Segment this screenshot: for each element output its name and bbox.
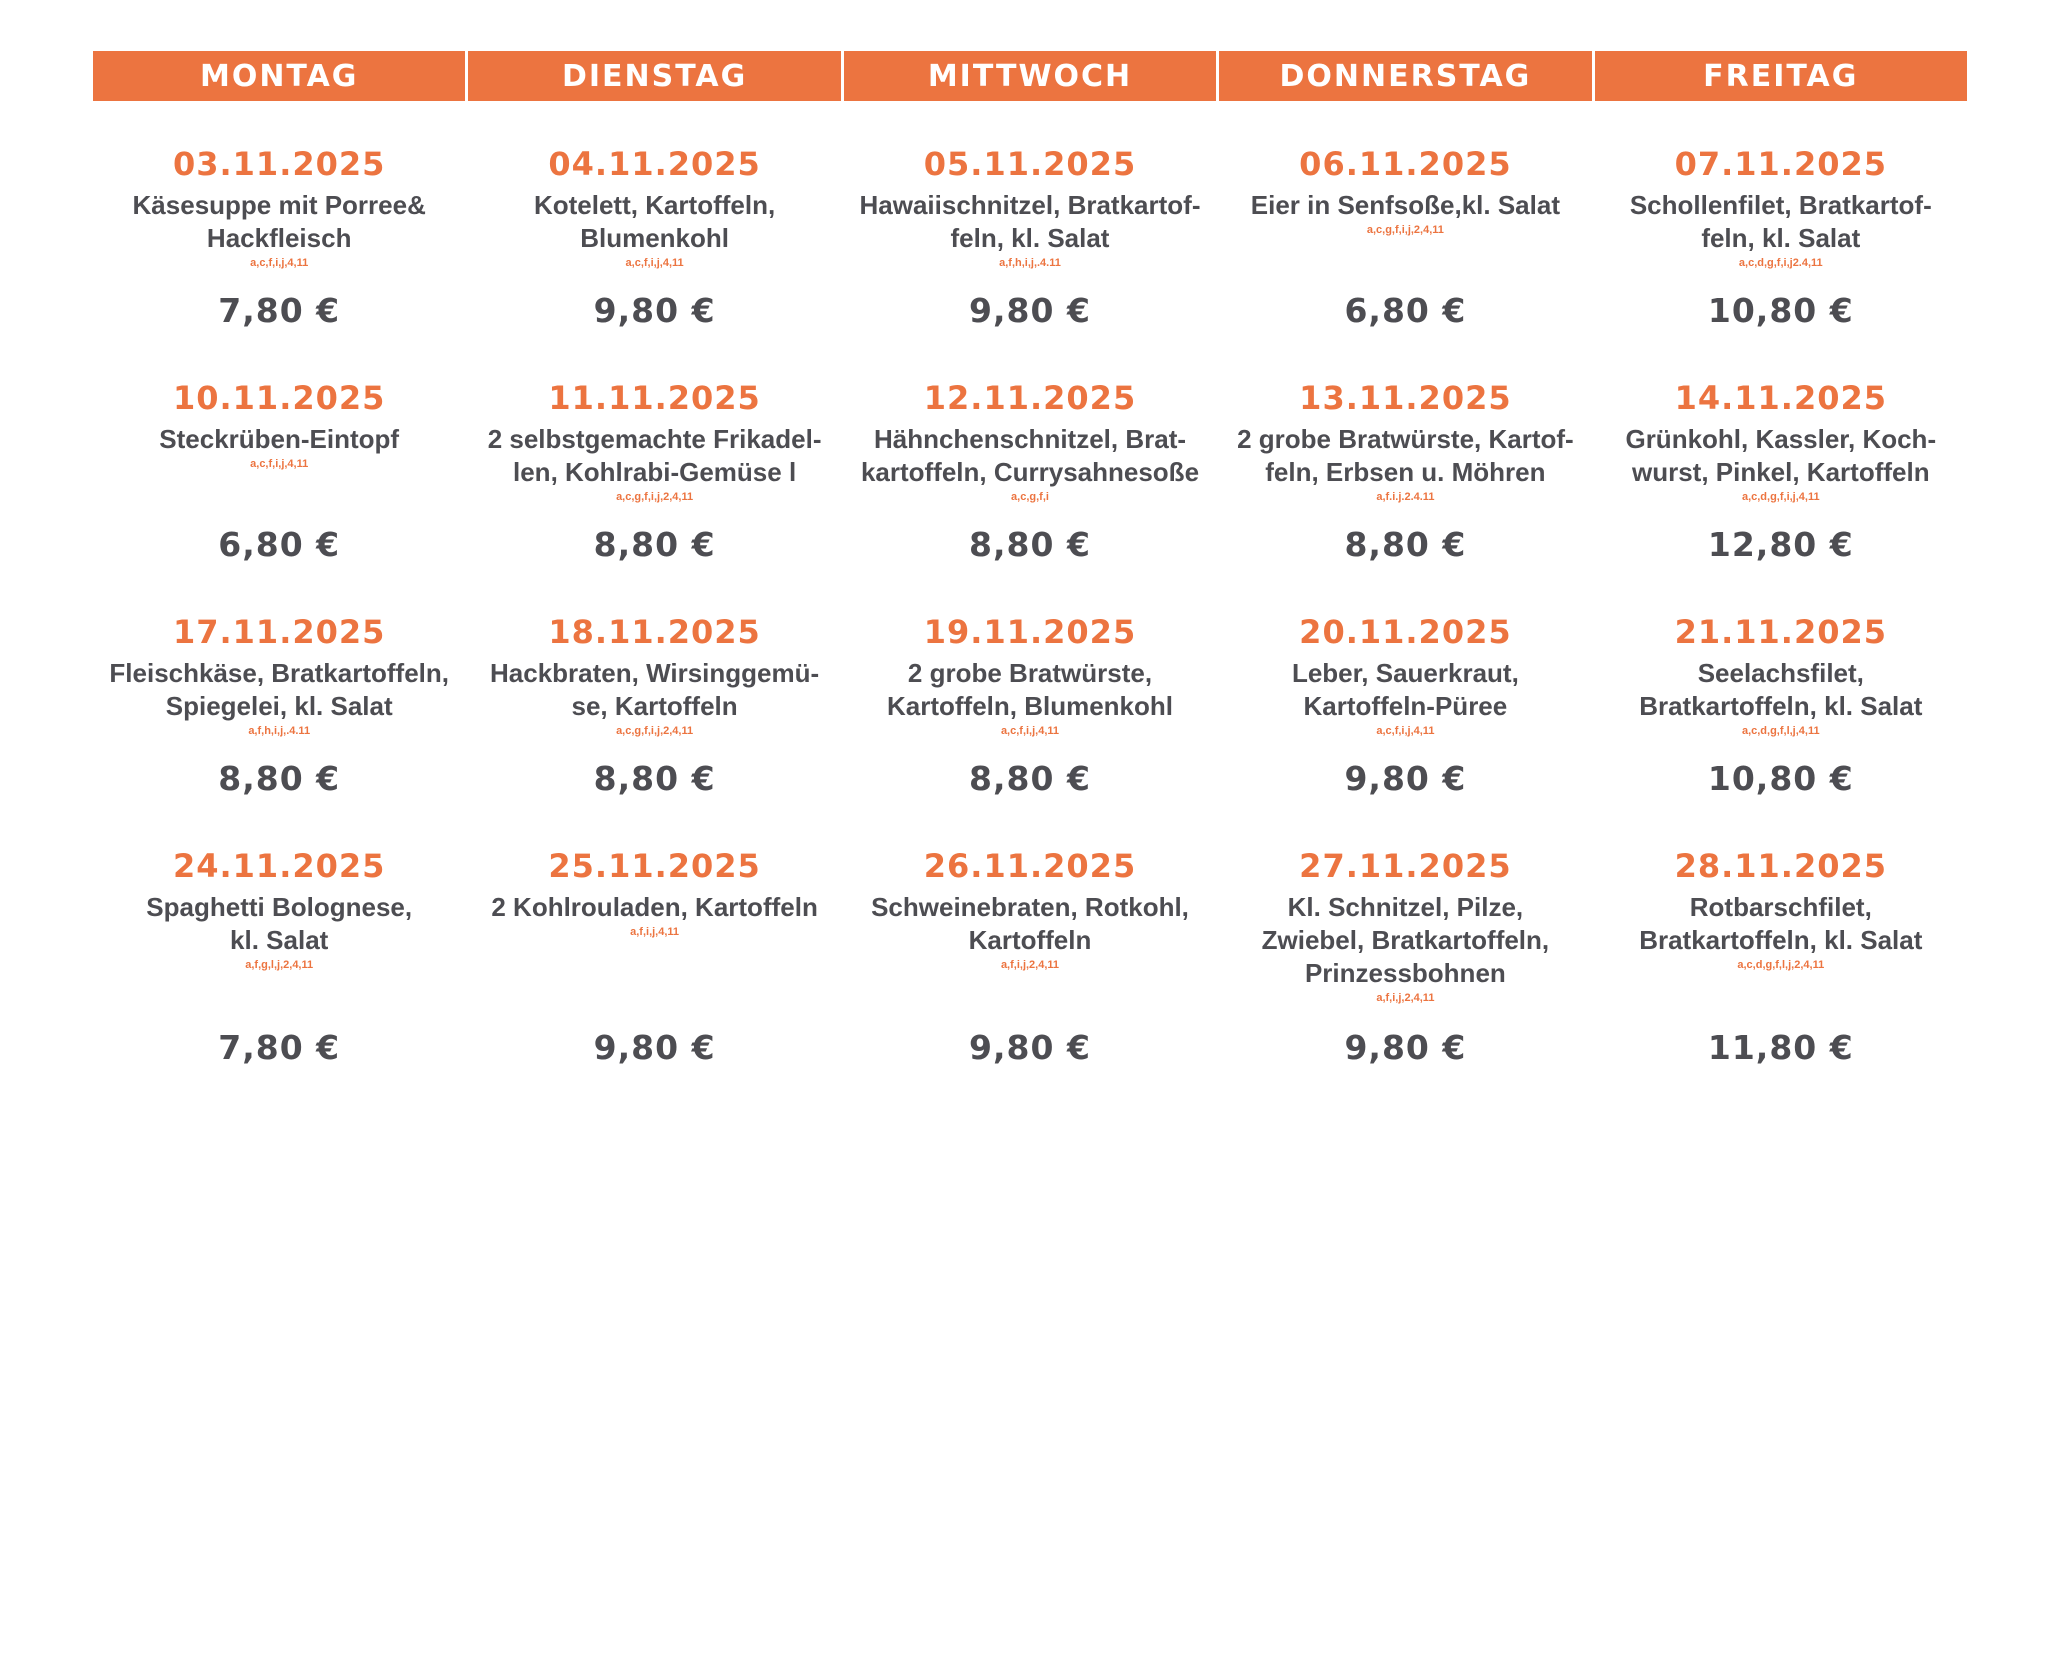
menu-date: 07.11.2025 — [1674, 145, 1887, 183]
menu-dish-block — [101, 891, 457, 973]
menu-price: 9,80 € — [1344, 759, 1467, 798]
menu-date: 27.11.2025 — [1299, 847, 1512, 885]
menu-date: 28.11.2025 — [1674, 847, 1887, 885]
menu-allergens: a,c,d,g,f,i,j,4,11 — [1741, 491, 1820, 503]
menu-cell — [1219, 101, 1591, 335]
menu-date: 05.11.2025 — [923, 145, 1137, 183]
menu-allergens: a,c,f,i,j,4,11 — [250, 458, 309, 470]
menu-price: 8,80 € — [969, 525, 1091, 564]
menu-allergens: a,c,g,f,i,j,2,4,11 — [1366, 224, 1444, 236]
menu-dish: Hackbraten, Wirsinggemü- se, Kartoffeln — [490, 658, 820, 721]
menu-cell — [844, 335, 1216, 569]
menu-date: 04.11.2025 — [548, 145, 761, 183]
menu-date: 20.11.2025 — [1299, 613, 1512, 651]
menu-dish: Schollenfilet, Bratkartof- feln, kl. Salat — [1629, 190, 1932, 253]
menu-date: 10.11.2025 — [172, 379, 386, 417]
menu-date: 06.11.2025 — [1299, 145, 1512, 183]
menu-cell — [1219, 803, 1591, 1073]
menu-date: 14.11.2025 — [1674, 379, 1887, 417]
menu-price: 12,80 € — [1707, 525, 1854, 564]
menu-price: 10,80 € — [1707, 291, 1854, 330]
menu-dish-block — [852, 423, 1208, 505]
menu-allergens: a,c,g,f,i — [1011, 491, 1049, 503]
menu-grid — [93, 101, 1967, 1073]
menu-price: 8,80 € — [593, 759, 716, 798]
menu-cell — [1595, 803, 1967, 1073]
day-header-wednesday: MITTWOCH — [844, 51, 1216, 101]
menu-cell — [468, 335, 840, 569]
menu-allergens: a,c,f,i,j,4,11 — [1376, 725, 1435, 737]
menu-allergens: a,c,g,f,i,j,2,4,11 — [616, 491, 694, 503]
menu-price: 6,80 € — [1344, 291, 1467, 330]
menu-cell — [1595, 335, 1967, 569]
menu-dish-block — [852, 657, 1208, 739]
menu-dish: Grünkohl, Kassler, Koch- wurst, Pinkel, Kartoffeln — [1625, 424, 1937, 487]
menu-price: 9,80 € — [593, 1028, 716, 1067]
menu-dish: Spaghetti Bolognese, kl. Salat — [146, 892, 413, 955]
menu-dish-block — [1603, 189, 1959, 271]
menu-dish: Seelachsfilet, Bratkartoffeln, kl. Salat — [1639, 658, 1923, 721]
menu-allergens: a,c,d,g,f,i,j2.4,11 — [1738, 257, 1823, 269]
menu-dish-block — [1227, 423, 1583, 505]
menu-dish-block — [1227, 891, 1583, 1006]
menu-dish: Leber, Sauerkraut, Kartoffeln-Püree — [1291, 658, 1519, 721]
menu-price: 10,80 € — [1707, 759, 1854, 798]
menu-cell — [93, 803, 465, 1073]
menu-price: 6,80 € — [218, 525, 341, 564]
menu-dish: Schweinebraten, Rotkohl, Kartoffeln — [871, 892, 1189, 955]
menu-dish: Eier in Senfsoße,kl. Salat — [1250, 190, 1560, 220]
day-header-tuesday: DIENSTAG — [468, 51, 840, 101]
menu-allergens: a,f,h,i,j,.4.11 — [999, 257, 1061, 269]
menu-dish-block — [1603, 423, 1959, 505]
menu-cell — [93, 335, 465, 569]
menu-cell — [1595, 569, 1967, 803]
menu-dish: 2 Kohlrouladen, Kartoffeln — [491, 892, 818, 922]
menu-allergens: a,c,g,f,i,j,2,4,11 — [616, 725, 694, 737]
menu-cell — [93, 569, 465, 803]
menu-date: 21.11.2025 — [1674, 613, 1887, 651]
menu-cell — [1219, 569, 1591, 803]
menu-dish-block — [1227, 189, 1583, 238]
menu-cell — [468, 101, 840, 335]
menu-cell — [93, 101, 465, 335]
menu-price: 7,80 € — [218, 291, 341, 330]
menu-allergens: a,c,f,i,j,4,11 — [250, 257, 309, 269]
menu-dish-block — [852, 891, 1208, 973]
menu-dish-block — [476, 423, 832, 505]
menu-allergens: a,f,g,l,j,2,4,11 — [245, 959, 314, 971]
menu-allergens: a,f,i,j,4,11 — [630, 926, 680, 938]
menu-dish: Rotbarschfilet, Bratkartoffeln, kl. Salat — [1639, 892, 1923, 955]
menu-dish-block — [476, 189, 832, 271]
day-header-monday: MONTAG — [93, 51, 465, 101]
menu-date: 19.11.2025 — [923, 613, 1137, 651]
menu-dish: 2 selbstgemachte Frikadel- len, Kohlrabi-Gemüse l — [487, 424, 822, 487]
day-header-thursday: DONNERSTAG — [1219, 51, 1591, 101]
menu-allergens: a,f.i.j.2.4.11 — [1376, 491, 1435, 503]
menu-dish: Käsesuppe mit Porree& Hackfleisch — [132, 190, 426, 253]
menu-cell — [844, 101, 1216, 335]
menu-date: 26.11.2025 — [923, 847, 1137, 885]
menu-allergens: a,f,i,j,2,4,11 — [1000, 959, 1060, 971]
menu-date: 11.11.2025 — [548, 379, 761, 417]
menu-date: 12.11.2025 — [923, 379, 1137, 417]
menu-allergens: a,f,i,j,2,4,11 — [1376, 992, 1435, 1004]
menu-dish-block — [1603, 891, 1959, 973]
menu-dish-block — [1603, 657, 1959, 739]
menu-price: 9,80 € — [969, 1028, 1091, 1067]
menu-cell — [468, 803, 840, 1073]
menu-price: 8,80 € — [969, 759, 1091, 798]
menu-price: 11,80 € — [1707, 1028, 1854, 1067]
menu-price: 8,80 € — [1344, 525, 1467, 564]
menu-dish-block — [476, 657, 832, 739]
menu-dish-block — [101, 189, 457, 271]
menu-allergens: a,c,f,i,j,4,11 — [1000, 725, 1060, 737]
menu-dish: Fleischkäse, Bratkartoffeln, Spiegelei, kl. Salat — [109, 658, 449, 721]
menu-cell — [468, 569, 840, 803]
menu-date: 17.11.2025 — [172, 613, 386, 651]
weekday-header — [93, 51, 1967, 101]
menu-dish-block — [852, 189, 1208, 271]
menu-dish: 2 grobe Bratwürste, Kartoffeln, Blumenkohl — [886, 658, 1173, 721]
menu-allergens: a,c,d,g,f,l,j,4,11 — [1741, 725, 1820, 737]
menu-dish-block — [101, 657, 457, 739]
day-header-friday: FREITAG — [1595, 51, 1967, 101]
menu-price: 7,80 € — [218, 1028, 341, 1067]
menu-date: 25.11.2025 — [548, 847, 761, 885]
menu-allergens: a,f,h,i,j,.4.11 — [248, 725, 311, 737]
menu-date: 03.11.2025 — [172, 145, 386, 183]
menu-cell — [844, 803, 1216, 1073]
menu-allergens: a,c,d,g,f,l,j,2,4,11 — [1737, 959, 1825, 971]
menu-date: 13.11.2025 — [1299, 379, 1512, 417]
menu-cell — [844, 569, 1216, 803]
menu-dish: Kl. Schnitzel, Pilze, Zwiebel, Bratkartoffeln, Prinzessbohnen — [1261, 892, 1550, 988]
menu-dish-block — [476, 891, 832, 940]
menu-price: 8,80 € — [593, 525, 716, 564]
menu-price: 9,80 € — [1344, 1028, 1467, 1067]
menu-price: 9,80 € — [969, 291, 1091, 330]
menu-dish-block — [1227, 657, 1583, 739]
menu-dish-block — [101, 423, 457, 472]
menu-cell — [1595, 101, 1967, 335]
menu-price: 9,80 € — [593, 291, 716, 330]
menu-date: 18.11.2025 — [548, 613, 761, 651]
menu-date: 24.11.2025 — [172, 847, 386, 885]
menu-dish: Hähnchenschnitzel, Brat- kartoffeln, Currysahnesoße — [860, 424, 1200, 487]
menu-dish: Kotelett, Kartoffeln, Blumenkohl — [533, 190, 776, 253]
menu-dish: Hawaiischnitzel, Bratkartof- feln, kl. Salat — [859, 190, 1201, 253]
menu-dish: Steckrüben-Eintopf — [159, 424, 400, 454]
menu-dish: 2 grobe Bratwürste, Kartof- feln, Erbsen u. Möhren — [1237, 424, 1574, 487]
menu-cell — [1219, 335, 1591, 569]
menu-allergens: a,c,f,i,j,4,11 — [625, 257, 684, 269]
menu-price: 8,80 € — [218, 759, 341, 798]
